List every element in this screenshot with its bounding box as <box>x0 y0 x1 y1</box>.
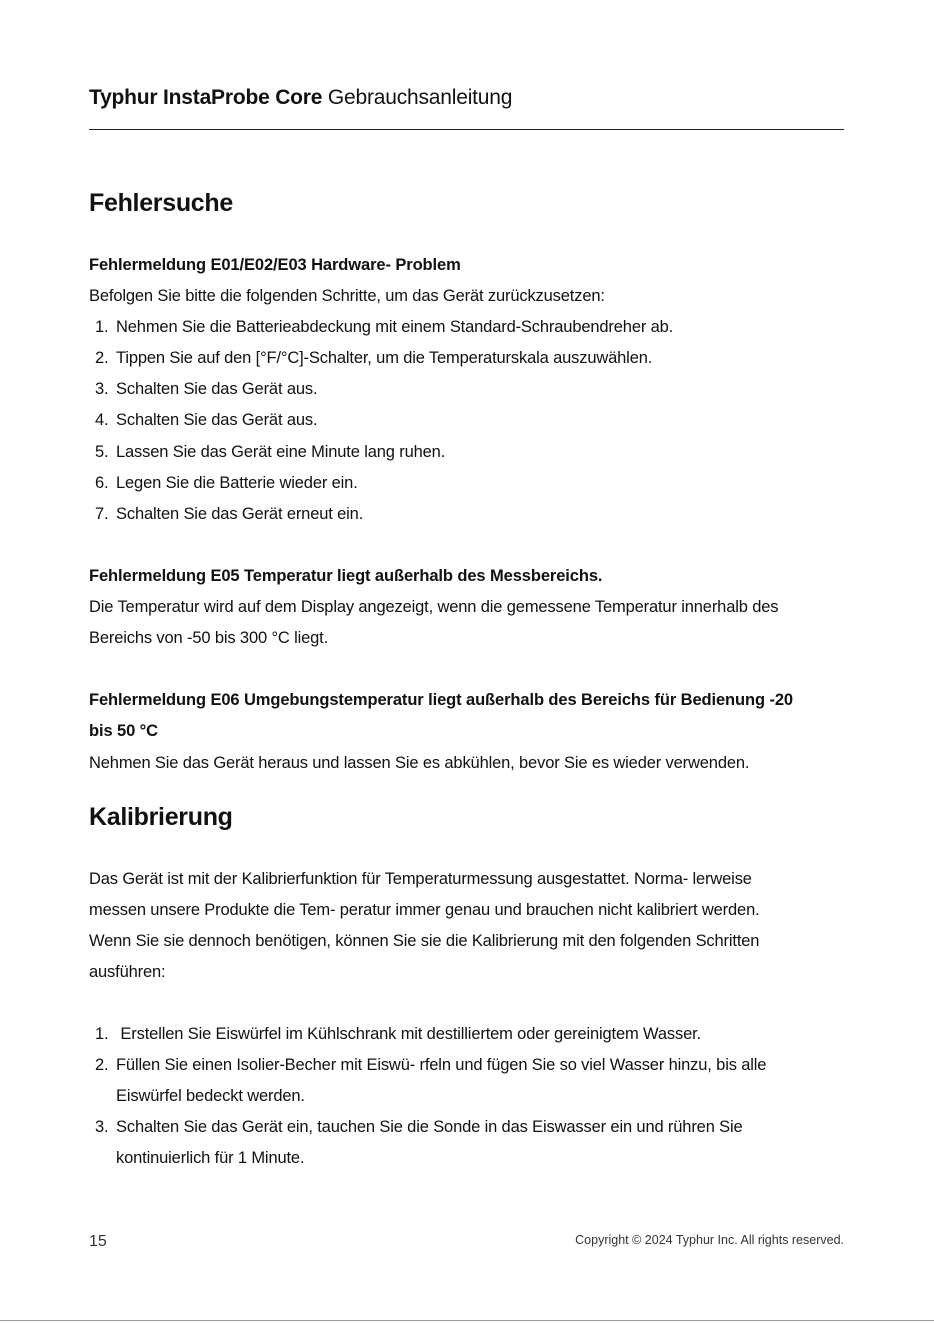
list-text: Schalten Sie das Gerät aus. <box>116 380 318 398</box>
list-item <box>95 411 317 430</box>
list-number: 2. <box>95 349 109 367</box>
list-text: Füllen Sie einen Isolier-Becher mit Eiswü- rfeln und fügen Sie so viel Wasser hinzu, bis alle <box>116 1056 767 1074</box>
list-text: Erstellen Sie Eiswürfel im Kühlschrank mit destilliertem oder gereinigtem Wasser. <box>116 1025 701 1043</box>
copyright-notice: Copyright © 2024 Typhur Inc. All rights reserved. <box>575 1233 844 1247</box>
calibration-paragraph-line: messen unsere Produkte die Tem- peratur immer genau und brauchen nicht kalibriert werden. <box>89 901 760 919</box>
list-item <box>95 1056 766 1075</box>
error-e01-intro: Befolgen Sie bitte die folgenden Schritte, um das Gerät zurückzusetzen: <box>89 287 605 305</box>
list-text: Tippen Sie auf den [°F/°C]-Schalter, um die Temperaturskala auszuwählen. <box>116 349 653 367</box>
list-number: 2. <box>95 1056 109 1074</box>
page-number: 15 <box>89 1233 107 1250</box>
error-e05-text-line: Bereichs von -50 bis 300 °C liegt. <box>89 629 329 647</box>
list-number: 5. <box>95 443 109 461</box>
list-item <box>95 349 652 368</box>
calibration-paragraph-line: Das Gerät ist mit der Kalibrierfunktion für Temperaturmessung ausgestattet. Norma- lerweise <box>89 870 752 888</box>
error-e01-heading: Fehlermeldung E01/E02/E03 Hardware- Problem <box>89 256 461 274</box>
list-item <box>95 505 363 524</box>
manual-label: Gebrauchsanleitung <box>322 86 513 109</box>
list-item-continuation: kontinuierlich für 1 Minute. <box>116 1149 305 1167</box>
list-item <box>95 1118 743 1137</box>
list-number: 1. <box>95 1025 109 1043</box>
calibration-paragraph-line: Wenn Sie sie dennoch benötigen, können Sie sie die Kalibrierung mit den folgenden Schritten <box>89 932 760 950</box>
list-item <box>95 318 673 337</box>
page-header <box>89 86 512 110</box>
product-name: Typhur InstaProbe Core <box>89 86 323 109</box>
list-number: 4. <box>95 411 109 429</box>
list-item <box>95 380 317 399</box>
header-divider <box>89 129 844 130</box>
list-item <box>95 474 358 493</box>
calibration-paragraph-line: ausführen: <box>89 963 166 981</box>
list-item <box>95 443 445 462</box>
list-text: Schalten Sie das Gerät aus. <box>116 411 318 429</box>
list-number: 3. <box>95 1118 109 1136</box>
section-title-troubleshooting: Fehlersuche <box>89 189 233 217</box>
list-text: Schalten Sie das Gerät erneut ein. <box>116 505 364 523</box>
error-e06-heading-cont: bis 50 °C <box>89 722 158 740</box>
list-text: Nehmen Sie die Batterieabdeckung mit einem Standard-Schraubendreher ab. <box>116 318 674 336</box>
list-item-continuation: Eiswürfel bedeckt werden. <box>116 1087 305 1105</box>
page-bottom-border <box>0 1320 934 1321</box>
list-number: 6. <box>95 474 109 492</box>
list-text: Legen Sie die Batterie wieder ein. <box>116 474 358 492</box>
list-item <box>95 1025 701 1044</box>
error-e06-text: Nehmen Sie das Gerät heraus und lassen Sie es abkühlen, bevor Sie es wieder verwenden. <box>89 754 750 772</box>
section-title-calibration: Kalibrierung <box>89 803 233 831</box>
error-e05-heading: Fehlermeldung E05 Temperatur liegt außerhalb des Messbereichs. <box>89 567 603 585</box>
list-number: 7. <box>95 505 109 523</box>
error-e06-heading: Fehlermeldung E06 Umgebungstemperatur liegt außerhalb des Bereichs für Bedienung -20 <box>89 691 794 709</box>
error-e05-text-line: Die Temperatur wird auf dem Display angezeigt, wenn die gemessene Temperatur innerhalb des <box>89 598 779 616</box>
list-text: Lassen Sie das Gerät eine Minute lang ruhen. <box>116 443 446 461</box>
list-text: Schalten Sie das Gerät ein, tauchen Sie die Sonde in das Eiswasser ein und rühren Sie <box>116 1118 743 1136</box>
list-number: 3. <box>95 380 109 398</box>
list-number: 1. <box>95 318 109 336</box>
